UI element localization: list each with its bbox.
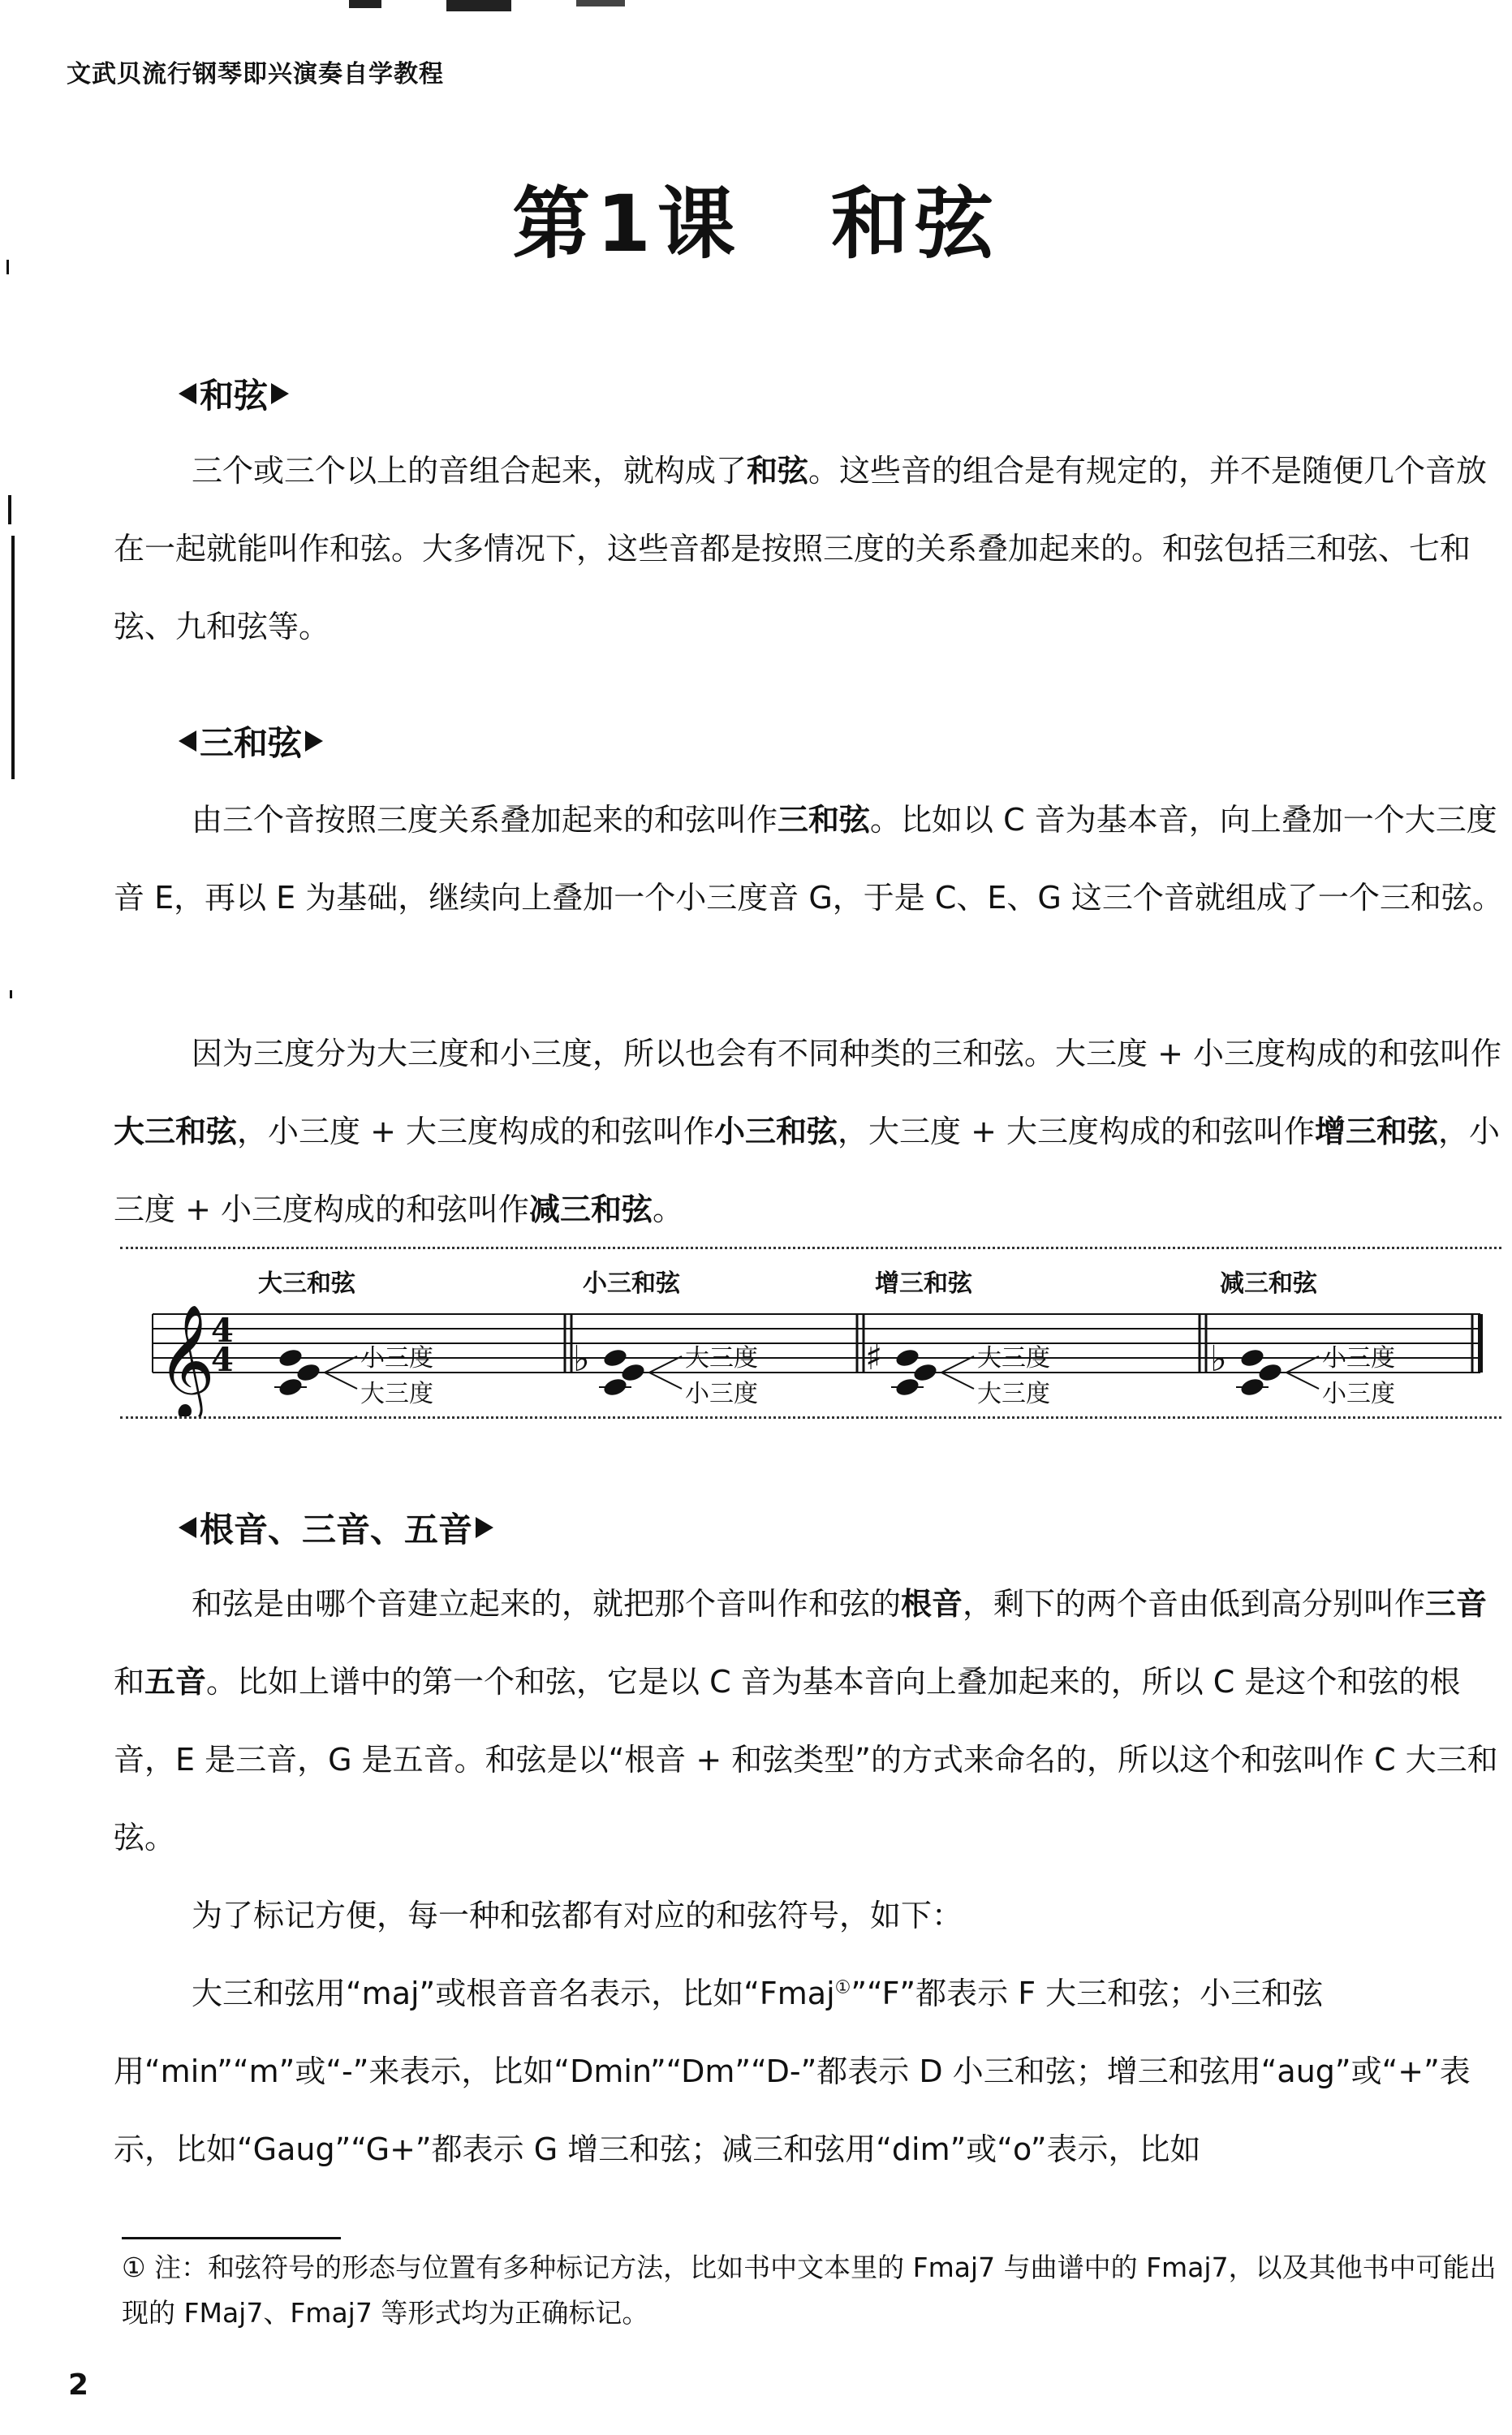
arrow-left-icon — [179, 1517, 196, 1538]
paragraph — [114, 432, 1510, 666]
paragraph — [114, 1015, 1510, 1248]
text-run: ① — [834, 1977, 851, 1998]
bold-term: 和弦 — [747, 453, 809, 489]
sharp-icon: ♯ — [865, 1337, 883, 1378]
text-run: ，剩下的两个音由低到高分别叫作 — [963, 1586, 1426, 1622]
notehead — [912, 1362, 938, 1383]
notehead — [278, 1347, 304, 1368]
flat-icon: ♭ — [1210, 1338, 1227, 1380]
paragraph — [114, 1565, 1510, 1877]
bold-term: 小三和弦 — [714, 1114, 838, 1149]
scan-mark — [8, 495, 11, 524]
lower-interval-label: 大三度 — [977, 1380, 1050, 1408]
notehead — [1239, 1377, 1265, 1398]
arrow-right-icon — [305, 730, 323, 752]
lesson-number: 第1课 — [512, 179, 742, 269]
text-run: 由三个音按照三度关系叠加起来的和弦叫作 — [192, 802, 778, 838]
page-number: 2 — [68, 2368, 89, 2402]
notehead — [1257, 1362, 1283, 1383]
bold-term: 三音 — [1425, 1586, 1488, 1622]
footnote-text: 注：和弦符号的形态与位置有多种标记方法，比如书中文本里的 Fmaj7 与曲谱中的 Fmaj7，以及其他书中可能出现的 FMaj7、Fmaj7 等形式均为正确标记。 — [122, 2252, 1497, 2329]
notehead — [278, 1377, 304, 1398]
section-heading-triad — [179, 717, 323, 765]
footnote-divider — [122, 2237, 341, 2239]
chord-name: 小三和弦 — [583, 1269, 680, 1298]
scan-artifact — [349, 0, 641, 15]
music-staff — [120, 1249, 1501, 1416]
bold-term: 减三和弦 — [529, 1192, 653, 1227]
notehead — [894, 1377, 920, 1398]
upper-interval-label: 小三度 — [360, 1344, 433, 1373]
paragraph — [114, 1877, 1510, 1954]
text-run: 。比如以 C 音为基本音，向上叠加一个大三度音 E，再以 E 为基础，继续向上叠加一个小三度音 G，于是 C、E、G 这三个音就组成了一个三和弦。 — [114, 802, 1503, 916]
triad-staff-example — [120, 1247, 1501, 1419]
lesson-title — [0, 162, 1512, 274]
book-title: 文武贝流行钢琴即兴演奏自学教程 — [67, 60, 444, 88]
bold-term: 五音 — [144, 1664, 207, 1700]
text-run: 和 — [114, 1664, 145, 1700]
footnote-marker: ① — [122, 2252, 146, 2283]
bold-term: 根音 — [901, 1586, 963, 1622]
arrow-left-icon — [179, 730, 196, 752]
text-run: 。 — [653, 1192, 684, 1227]
text-run: ，小三度 + 大三度构成的和弦叫作 — [237, 1114, 715, 1149]
chord-name: 大三和弦 — [258, 1269, 355, 1298]
text-run: 。比如上谱中的第一个和弦，它是以 C 音为基本音向上叠加起来的，所以 C 是这个和弦的根音，E 是三音，G 是五音。和弦是以“根音 + 和弦类型”的方式来命名的，所以这个和弦叫作 C 大三和弦。 — [114, 1664, 1498, 1855]
section-title: 三和弦 — [200, 723, 303, 763]
section-heading-chord — [179, 369, 289, 418]
text-run: 大三和弦用“maj”或根音音名表示，比如“Fmaj — [192, 1976, 835, 2011]
upper-interval-label: 大三度 — [685, 1344, 758, 1373]
notehead — [602, 1377, 628, 1398]
arrow-right-icon — [271, 383, 289, 404]
text-run: 。这些音的组合是有规定的，并不是随便几个音放在一起就能叫作和弦。大多情况下，这些音都是按照三度的关系叠加起来的。和弦包括三和弦、七和弦、九和弦等。 — [114, 453, 1488, 644]
section-title: 和弦 — [200, 376, 269, 416]
arrow-left-icon — [179, 383, 196, 404]
text-run: ，大三度 + 大三度构成的和弦叫作 — [838, 1114, 1316, 1149]
section-heading-root-third-fifth — [179, 1503, 493, 1552]
arrow-right-icon — [476, 1517, 493, 1538]
notehead — [295, 1362, 321, 1383]
bold-term: 大三和弦 — [114, 1114, 238, 1149]
bold-term: 三和弦 — [778, 802, 871, 838]
scan-mark — [10, 990, 12, 998]
flat-icon: ♭ — [573, 1338, 590, 1380]
staff-lines — [153, 1314, 1480, 1373]
paragraph — [114, 781, 1510, 1015]
text-run: ”“F”都表示 F 大三和弦；小三和弦用“min”“m”或“-”来表示，比如“Dmin”“Dm”“D-”都表示 D 小三和弦；增三和弦用“aug”或“+”表示，比如“Gaug”“G+”都表示 G 增三和弦；减三和弦用“dim”或“o”表示，比如 — [114, 1976, 1471, 2167]
bold-term: 增三和弦 — [1315, 1114, 1439, 1149]
notehead — [894, 1347, 920, 1368]
chord-name: 减三和弦 — [1220, 1269, 1317, 1298]
upper-interval-label: 大三度 — [977, 1344, 1050, 1373]
time-signature-digit: 4 — [211, 1341, 234, 1379]
lower-interval-label: 小三度 — [685, 1380, 758, 1408]
text-run: 三个或三个以上的音组合起来，就构成了 — [192, 453, 747, 489]
paragraph — [114, 1954, 1510, 2188]
lower-interval-label: 大三度 — [360, 1380, 433, 1408]
text-run: 因为三度分为大三度和小三度，所以也会有不同种类的三和弦。大三度 + 小三度构成的和弦叫作 — [192, 1036, 1502, 1071]
notehead — [620, 1362, 646, 1383]
text-run: ，小三度 + 小三度构成的和弦叫作 — [114, 1114, 1501, 1227]
section-title: 根音、三音、五音 — [200, 1510, 473, 1549]
time-signature-digit: 4 — [211, 1312, 234, 1350]
upper-interval-label: 小三度 — [1322, 1344, 1395, 1373]
notehead — [602, 1347, 628, 1368]
text-run: 为了标记方便，每一种和弦都有对应的和弦符号，如下： — [192, 1898, 963, 1933]
footnote — [122, 2245, 1511, 2336]
lesson-name: 和弦 — [830, 179, 1000, 269]
scan-mark — [6, 260, 9, 274]
scan-mark — [11, 536, 15, 779]
treble-clef-icon: 𝄞 — [157, 1304, 215, 1416]
notehead — [1239, 1347, 1265, 1368]
text-run: 和弦是由哪个音建立起来的，就把那个音叫作和弦的 — [192, 1586, 902, 1622]
chord-name: 增三和弦 — [875, 1269, 972, 1298]
lower-interval-label: 小三度 — [1322, 1380, 1395, 1408]
